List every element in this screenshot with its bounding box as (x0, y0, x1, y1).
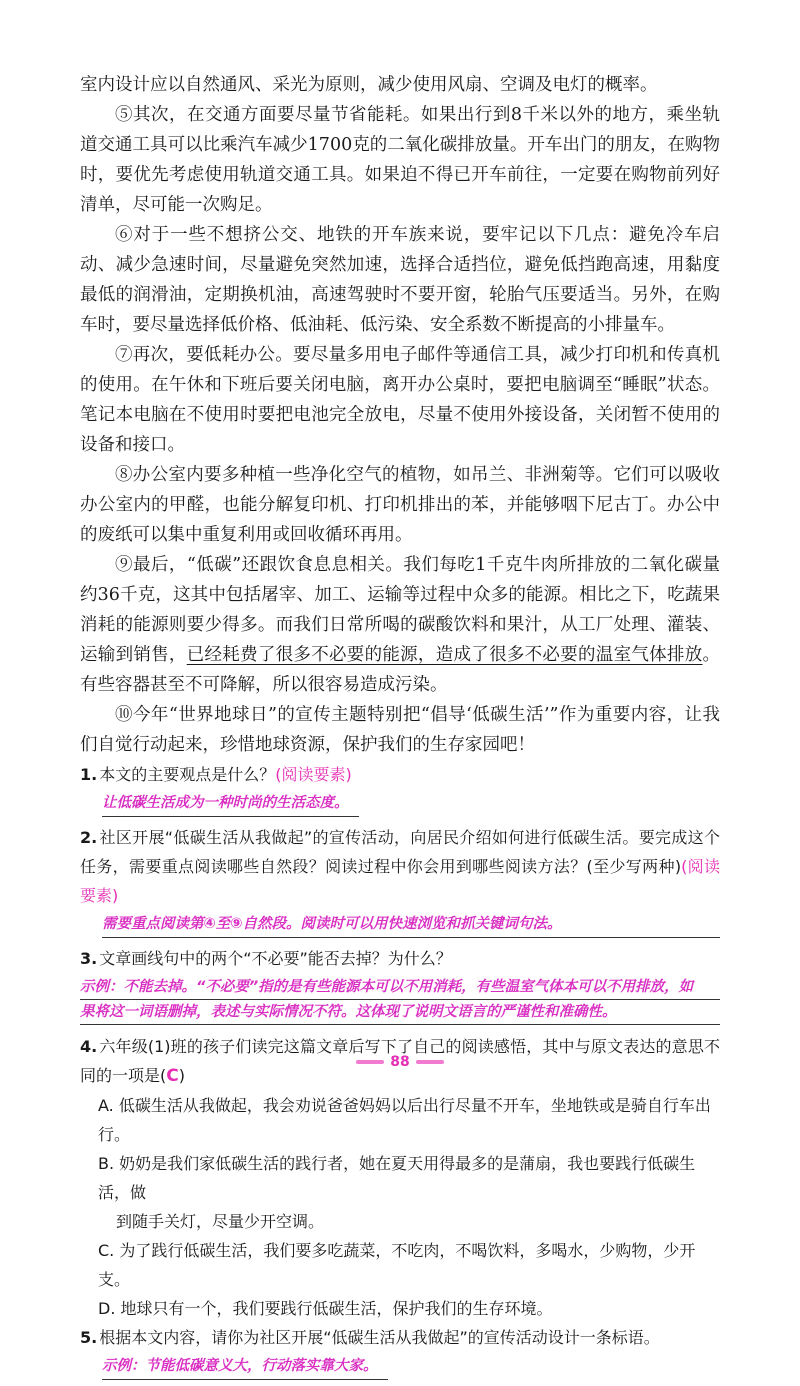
question-text: 文章画线句中的两个“不必要”能否去掉？为什么？ (99, 949, 452, 968)
paragraph-9-text-a: ⑨最后，“低碳”还跟饮食息息相关。我们每吃1千克牛肉所排放的二氧化碳量约36千克，这其中包括屠宰、加工、运输等过程中众多的能源。相比之下，吃蔬果消耗的能源则要少得多。而我们日常所喝的碳酸饮料和果汁，从工厂处理、灌装、运输到销售， (80, 555, 720, 665)
option-d: D. 地球只有一个，我们要践行低碳生活，保护我们的生存环境。 (98, 1299, 553, 1318)
option-c: C. 为了践行低碳生活，我们要多吃蔬菜，不吃肉，不喝饮料，多喝水，少购物，少开支。 (98, 1241, 696, 1289)
paragraph-9-text-b: 。有些容器甚至不可降解，所以很容易造成污染。 (80, 645, 721, 695)
paragraph-5: ⑤其次，在交通方面要尽量节省能耗。如果出行到8千米以外的地方，乘坐轨道交通工具可以比乘汽车减少1700克的二氧化碳排放量。开车出门的朋友，在购物时，要优先考虑使用轨道交通工具。如果迫不得已开车前往，一定要在购物前列好清单，尽可能一次购足。 (80, 105, 720, 215)
paragraph-9 (80, 550, 720, 700)
question-1 (80, 760, 720, 789)
answer-5: 示例：节能低碳意义大，行动落实靠大家。 (102, 1354, 388, 1380)
question-number: 3. (80, 949, 98, 968)
paragraph-7: ⑦再次，要低耗办公。要尽量多用电子邮件等通信工具，减少打印机和传真机的使用。在午休和下班后要关闭电脑，离开办公桌时，要把电脑调至“睡眠”状态。笔记本电脑在不使用时要把电池完全放电，尽量不使用外接设备，关闭暂不使用的设备和接口。 (80, 345, 720, 455)
page-number-text: 88 (390, 1054, 410, 1070)
question-tag: (阅读要素) (275, 765, 352, 784)
option-b-line-1: B. 奶奶是我们家低碳生活的践行者，她在夏天用得最多的是蒲扇，我也要践行低碳生活，做 (98, 1154, 696, 1202)
question-text: 社区开展“低碳生活从我做起”的宣传活动，向居民介绍如何进行低碳生活。要完成这个任务，需要重点阅读哪些自然段？阅读过程中你会用到哪些阅读方法？(至少写两种) (80, 828, 720, 876)
underlined-sentence: 已经耗费了很多不必要的能源，造成了很多不必要的温室气体排放 (186, 645, 703, 665)
option-a: A. 低碳生活从我做起，我会劝说爸爸妈妈以后出行尽量不开车，坐地铁或是骑自行车出行。 (98, 1096, 711, 1144)
question-text: 六年级(1)班的孩子们读完这篇文章后写下了自己的阅读感悟，其中与原文表达的意思不同的一项是( (80, 1037, 720, 1085)
answer-3 (80, 975, 720, 1026)
question-number: 2. (80, 828, 98, 847)
paragraph-8: ⑧办公室内要多种植一些净化空气的植物，如吊兰、非洲菊等。它们可以吸收办公室内的甲醛，也能分解复印机、打印机排出的苯，并能够咽下尼古丁。办公中的废纸可以集中重复利用或回收循环再用。 (80, 465, 720, 545)
question-text: 根据本文内容，请你为社区开展“低碳生活从我做起”的宣传活动设计一条标语。 (99, 1328, 660, 1347)
question-number: 5. (80, 1328, 98, 1347)
question-number: 4. (80, 1037, 98, 1056)
answer-1: 让低碳生活成为一种时尚的生活态度。 (102, 791, 359, 817)
answer-2: 需要重点阅读第④至⑨自然段。阅读时可以用快速浏览和抓关键词句法。 (102, 912, 720, 938)
question-text: 本文的主要观点是什么？ (99, 765, 276, 784)
paragraph-6: ⑥对于一些不想挤公交、地铁的开车族来说，要牢记以下几点：避免冷车启动、减少急速时间，尽量避免突然加速，选择合适挡位，避免低挡跑高速，用黏度最低的润滑油，定期换机油，高速驾驶时不要开窗，轮胎气压要适当。另外，在购车时，要尽量选择低价格、低油耗、低污染、安全系数不断提高的小排量车。 (80, 225, 720, 335)
question-tag: (阅读要素) (80, 857, 720, 905)
question-5 (80, 1323, 720, 1352)
page-number (0, 1054, 800, 1070)
question-close-paren: ) (178, 1066, 185, 1085)
page-number-left-bar (356, 1060, 384, 1064)
paragraph-4-end: 室内设计应以自然通风、采光为原则，减少使用风扇、空调及电灯的概率。 (80, 75, 658, 95)
answer-3-line-2: 果将这一词语删掉，表述与实际情况不符。这体现了说明文语言的严谨性和准确性。 (80, 1000, 720, 1025)
question-3 (80, 944, 720, 973)
selected-choice: C (166, 1066, 179, 1086)
option-b (98, 1149, 720, 1236)
paragraph-10: ⑩今年“世界地球日”的宣传主题特别把“倡导‘低碳生活’”作为重要内容，让我们自觉行动起来，珍惜地球资源，保护我们的生存家园吧！ (80, 705, 720, 755)
option-b-line-2: 到随手关灯，尽量少开空调。 (116, 1212, 325, 1231)
question-number: 1. (80, 765, 98, 784)
page-number-right-bar (416, 1060, 444, 1064)
document-page (80, 70, 720, 1386)
answer-3-line-1: 示例：不能去掉。“不必要”指的是有些能源本可以不用消耗，有些温室气体本可以不用排放，如 (80, 975, 720, 1000)
question-2 (80, 823, 720, 910)
